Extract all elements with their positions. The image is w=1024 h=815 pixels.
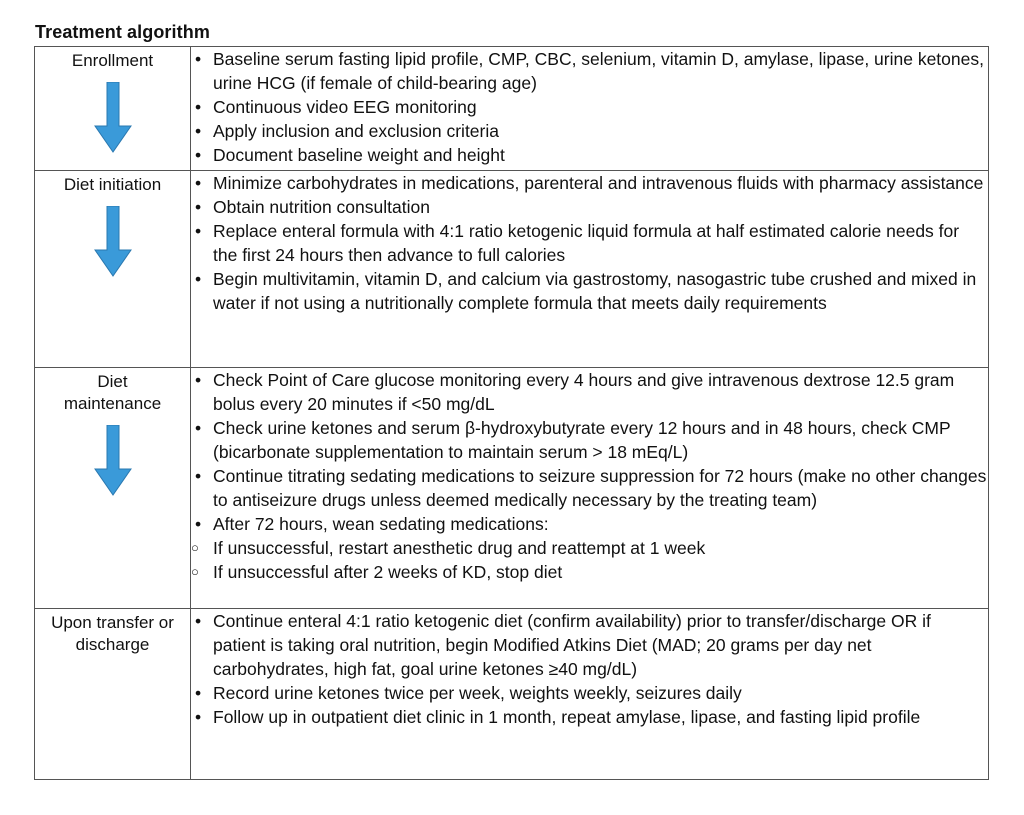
steps-list [191,171,988,315]
sub-list-item: ○ If unsuccessful, restart anesthetic drug and reattempt at 1 week [191,536,988,560]
steps-cell [191,47,989,171]
list-item: • Baseline serum fasting lipid profile, CMP, CBC, selenium, vitamin D, amylase, lipase, urine ketones, urine HCG (if female of child-bearing age) [191,47,988,95]
steps-list [191,47,988,167]
table-row [35,609,989,780]
steps-list [191,609,988,729]
stage-label: Enrollment [71,51,154,70]
steps-list [191,368,988,584]
table-row [35,47,989,171]
list-item: • Begin multivitamin, vitamin D, and calcium via gastrostomy, nasogastric tube crushed and mixed in water if not using a nutritionally complete formula that meets daily requirements [191,267,988,315]
sub-list-item: ○ If unsuccessful after 2 weeks of KD, stop diet [191,560,988,584]
list-item: • Minimize carbohydrates in medications, parenteral and intravenous fluids with pharmacy assistance [191,171,988,195]
down-arrow-icon [93,206,133,278]
table-row [35,171,989,368]
down-arrow-icon [93,82,133,154]
list-item: • Document baseline weight and height [191,143,988,167]
list-item: • Obtain nutrition consultation [191,195,988,219]
list-item: • Continue enteral 4:1 ratio ketogenic diet (confirm availability) prior to transfer/discharge OR if patient is taking oral nutrition, begin Modified Atkins Diet (MAD; 20 grams per day net carbohydrates, high fat, goal urine ketones ≥40 mg/dL) [191,609,988,681]
list-item: • Replace enteral formula with 4:1 ratio ketogenic liquid formula at half estimated calorie needs for the first 24 hours then advance to full calories [191,219,988,267]
list-item: • Continuous video EEG monitoring [191,95,988,119]
page-title: Treatment algorithm [35,22,210,42]
stage-cell [35,47,191,171]
list-item: • Check Point of Care glucose monitoring every 4 hours and give intravenous dextrose 12.5 gram bolus every 20 minutes if <50 mg/dL [191,368,988,416]
stage-cell [35,368,191,609]
down-arrow-icon [93,425,133,497]
list-item: • Check urine ketones and serum β-hydroxybutyrate every 12 hours and in 48 hours, check CMP (bicarbonate supplementation to maintain serum > 18 mEq/L) [191,416,988,464]
table-row [35,368,989,609]
treatment-algorithm-table [34,46,989,780]
stage-label: Upon transfer or discharge [51,613,174,654]
stage-label: Diet initiation [63,175,162,194]
list-item: • After 72 hours, wean sedating medications: [191,512,988,536]
stage-label: Diet maintenance [63,372,162,413]
stage-cell [35,171,191,368]
list-item: • Follow up in outpatient diet clinic in 1 month, repeat amylase, lipase, and fasting lipid profile [191,705,988,729]
steps-cell [191,368,989,609]
list-item: • Record urine ketones twice per week, weights weekly, seizures daily [191,681,988,705]
stage-cell [35,609,191,780]
list-item: • Apply inclusion and exclusion criteria [191,119,988,143]
steps-cell [191,171,989,368]
list-item: • Continue titrating sedating medications to seizure suppression for 72 hours (make no other changes to antiseizure drugs unless deemed medically necessary by the treating team) [191,464,988,512]
steps-cell [191,609,989,780]
